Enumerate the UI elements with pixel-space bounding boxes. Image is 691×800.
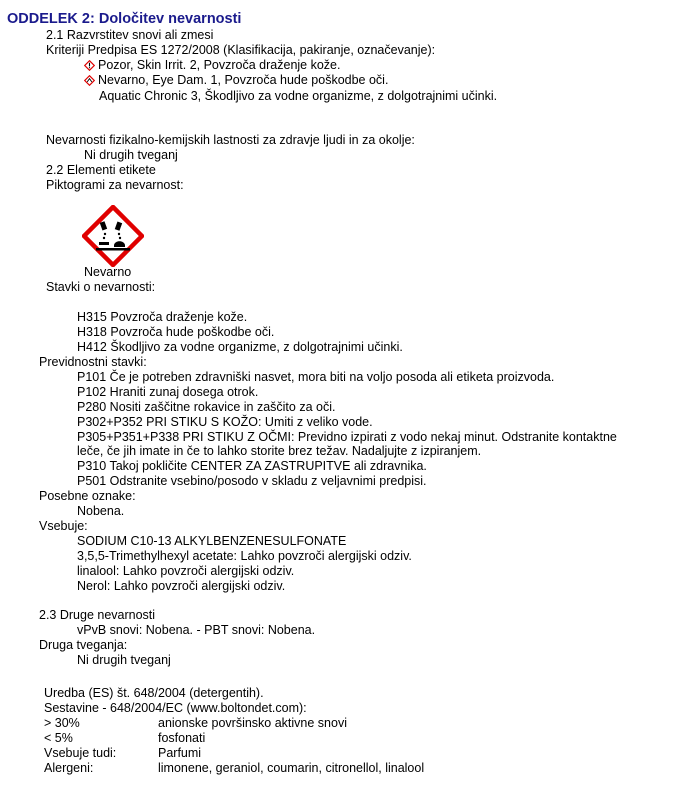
contains-label: Vsebuje: bbox=[39, 519, 88, 533]
classification-text: Nevarno, Eye Dam. 1, Povzroča hude poškodbe oči. bbox=[98, 73, 389, 87]
pictograms-label: Piktogrami za nevarnost: bbox=[46, 178, 184, 192]
classification-item bbox=[84, 73, 388, 90]
classification-item: Aquatic Chronic 3, Škodljivo za vodne organizme, z dolgotrajnimi učinki. bbox=[99, 89, 498, 103]
classification-criteria: Kriteriji Predpisa ES 1272/2008 (Klasifikacija, pakiranje, označevanje): bbox=[46, 43, 436, 57]
composition-row-value: Parfumi bbox=[158, 746, 202, 760]
classification-text: Pozor, Skin Irrit. 2, Povzroča draženje kože. bbox=[98, 58, 341, 72]
p-statement: P310 Takoj pokličite CENTER ZA ZASTRUPITVE ali zdravnika. bbox=[77, 459, 427, 473]
p-statement-continued: leče, če jih imate in če to lahko storite brez težav. Nadaljujte z izpiranjem. bbox=[77, 444, 482, 458]
physchem-label: Nevarnosti fizikalno-kemijskih lastnosti za zdravje ljudi in za okolje: bbox=[46, 133, 415, 147]
contains-item: linalool: Lahko povzroči alergijski odziv. bbox=[77, 564, 295, 578]
section-title: ODDELEK 2: Določitev nevarnosti bbox=[7, 11, 242, 27]
h-statement: H412 Škodljivo za vodne organizme, z dolgotrajnimi učinki. bbox=[77, 340, 403, 354]
signal-word: Nevarno bbox=[84, 265, 132, 279]
composition-label: Sestavine - 648/2004/EC (www.boltondet.com): bbox=[44, 701, 307, 715]
composition-row-label: > 30% bbox=[44, 716, 80, 730]
section-2-1-heading: 2.1 Razvrstitev snovi ali zmesi bbox=[46, 28, 214, 42]
composition-row-value: fosfonati bbox=[158, 731, 206, 745]
vpvb-pbt: vPvB snovi: Nobena. - PBT snovi: Nobena. bbox=[77, 623, 316, 637]
ghs05-corrosion-pictogram bbox=[82, 205, 144, 270]
other-hazards-value: Ni drugih tveganj bbox=[77, 653, 171, 667]
special-provisions-value: Nobena. bbox=[77, 504, 125, 518]
composition-row-value: limonene, geraniol, coumarin, citronellol, linalool bbox=[158, 761, 425, 775]
p-statement: P102 Hraniti zunaj dosega otrok. bbox=[77, 385, 259, 399]
composition-row bbox=[44, 746, 644, 761]
detergent-regulation: Uredba (ES) št. 648/2004 (detergentih). bbox=[44, 686, 264, 700]
contains-item: SODIUM C10-13 ALKYLBENZENESULFONATE bbox=[77, 534, 347, 548]
section-2-2-heading: 2.2 Elementi etikete bbox=[46, 163, 156, 177]
physchem-value: Ni drugih tveganj bbox=[84, 148, 178, 162]
section-2-3-heading: 2.3 Druge nevarnosti bbox=[39, 608, 156, 622]
composition-row bbox=[44, 731, 644, 746]
hazard-diamond-icon bbox=[84, 75, 95, 90]
composition-row-label: Vsebuje tudi: bbox=[44, 746, 117, 760]
contains-item: 3,5,5-Trimethylhexyl acetate: Lahko povzroči alergijski odziv. bbox=[77, 549, 412, 563]
p-statement: P280 Nositi zaščitne rokavice in zaščito za oči. bbox=[77, 400, 336, 414]
h-statement: H315 Povzroča draženje kože. bbox=[77, 310, 248, 324]
other-hazards-label: Druga tveganja: bbox=[39, 638, 128, 652]
precautionary-label: Previdnostni stavki: bbox=[39, 355, 147, 369]
p-statement: P302+P352 PRI STIKU S KOŽO: Umiti z veliko vode. bbox=[77, 415, 373, 429]
composition-row bbox=[44, 716, 644, 731]
composition-row-label: < 5% bbox=[44, 731, 73, 745]
composition-row-value: anionske površinsko aktivne snovi bbox=[158, 716, 347, 730]
special-provisions-label: Posebne oznake: bbox=[39, 489, 136, 503]
h-statement: H318 Povzroča hude poškodbe oči. bbox=[77, 325, 275, 339]
hazard-statements-label: Stavki o nevarnosti: bbox=[46, 280, 156, 294]
p-statement: P101 Če je potreben zdravniški nasvet, mora biti na voljo posoda ali etiketa proizvoda. bbox=[77, 370, 555, 384]
p-statement: P305+P351+P338 PRI STIKU Z OČMI: Previdno izpirati z vodo nekaj minut. Odstranite kontaktne bbox=[77, 430, 617, 444]
contains-item: Nerol: Lahko povzroči alergijski odziv. bbox=[77, 579, 286, 593]
composition-row-label: Alergeni: bbox=[44, 761, 94, 775]
p-statement: P501 Odstranite vsebino/posodo v skladu z veljavnimi predpisi. bbox=[77, 474, 427, 488]
composition-row bbox=[44, 761, 644, 776]
